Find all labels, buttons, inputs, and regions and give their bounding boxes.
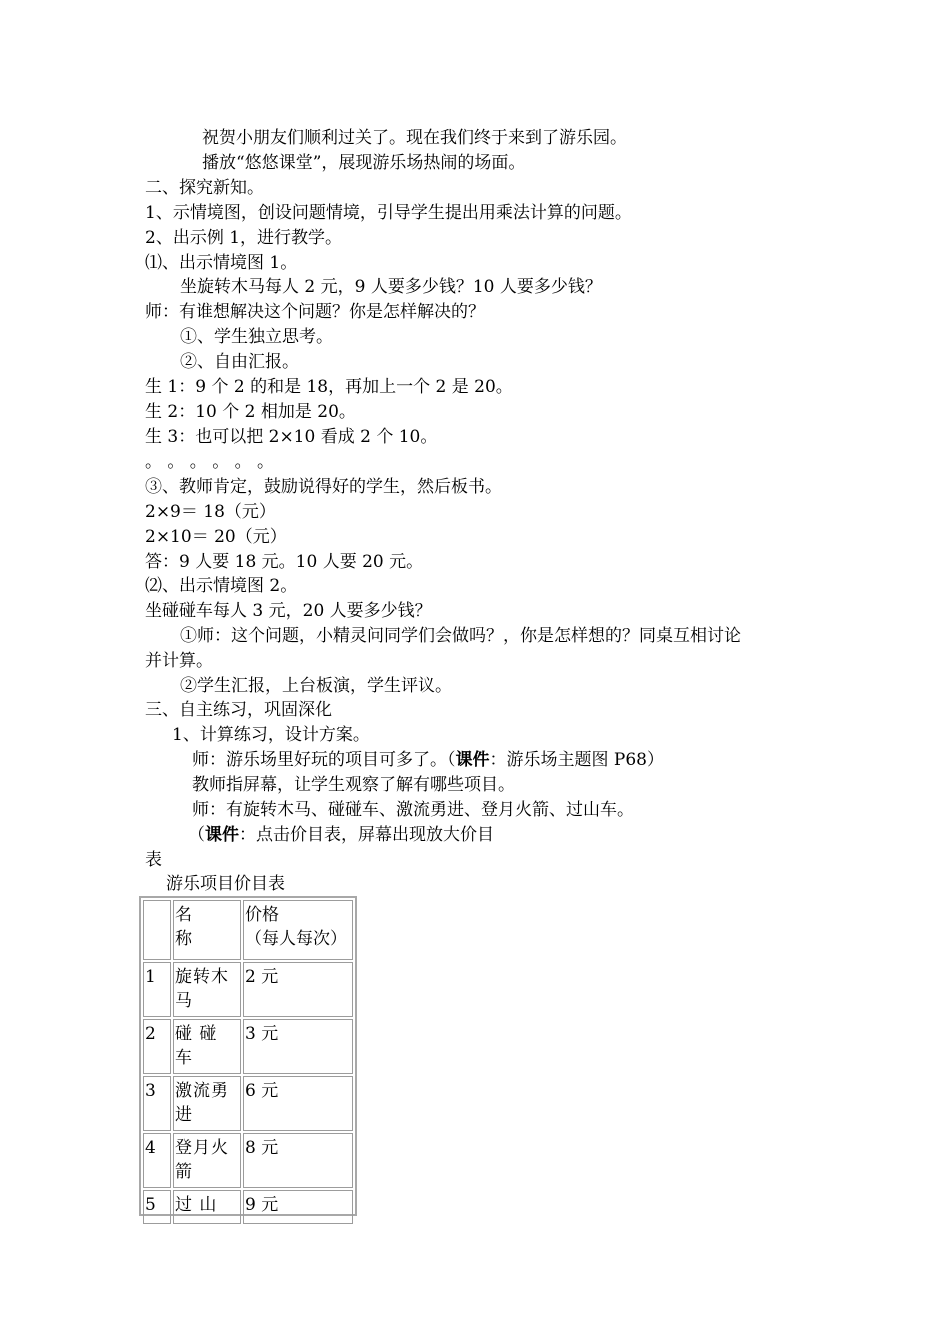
text-line: ⑵、出示情境图 2。 bbox=[145, 576, 298, 596]
text-line: 播放“悠悠课堂”，展现游乐场热闹的场面。 bbox=[202, 153, 526, 173]
text-line: 1、计算练习，设计方案。 bbox=[172, 725, 370, 745]
text-line: 教师指屏幕，让学生观察了解有哪些项目。 bbox=[192, 775, 515, 795]
table-row bbox=[143, 1133, 353, 1188]
row-price-cell: 3 元 bbox=[243, 1019, 353, 1074]
row-name-cell bbox=[173, 962, 241, 1017]
price-table-grid bbox=[141, 898, 355, 1226]
cell-text: 车 bbox=[175, 1048, 193, 1068]
section-heading: 三、自主练习，巩固深化 bbox=[145, 700, 332, 720]
text-line: ⑴、出示情境图 1。 bbox=[145, 253, 298, 273]
row-name-cell bbox=[173, 1133, 241, 1188]
text-line: ①师：这个问题，小精灵问同学们会做吗？，你是怎样想的？同桌互相讨论 bbox=[180, 626, 741, 646]
cell-text: 价格 bbox=[245, 905, 279, 925]
text-line: 坐旋转木马每人 2 元，9 人要多少钱？10 人要多少钱？ bbox=[180, 277, 602, 297]
courseware-label: 课件 bbox=[455, 750, 490, 770]
row-no-cell: 2 bbox=[143, 1019, 171, 1074]
text-span: 师：游乐场里好玩的项目可多了。（ bbox=[192, 750, 456, 770]
cell-text: 名 bbox=[175, 905, 193, 925]
row-name-cell bbox=[173, 1019, 241, 1074]
text-line: 1、示情境图，创设问题情境，引导学生提出用乘法计算的问题。 bbox=[145, 203, 632, 223]
cell-text: 箭 bbox=[175, 1162, 193, 1182]
row-price-cell: 2 元 bbox=[243, 962, 353, 1017]
text-line: 生 3：也可以把 2×10 看成 2 个 10。 bbox=[145, 427, 438, 447]
table-row bbox=[143, 1076, 353, 1131]
text-span: ：游乐场主题图 P68） bbox=[489, 750, 664, 770]
text-line: 表 bbox=[145, 850, 162, 870]
row-price-cell: 8 元 bbox=[243, 1133, 353, 1188]
header-price-cell bbox=[243, 900, 353, 960]
cell-text: （每人每次） bbox=[245, 929, 347, 949]
cell-text: 登月火 bbox=[175, 1138, 229, 1158]
cell-text: 过 山 bbox=[175, 1195, 218, 1215]
text-line: ①、学生独立思考。 bbox=[180, 327, 333, 347]
table-row bbox=[143, 1019, 353, 1074]
text-line: 生 2：10 个 2 相加是 20。 bbox=[145, 402, 356, 422]
text-line: ②学生汇报，上台板演，学生评议。 bbox=[180, 676, 452, 696]
table-row bbox=[143, 962, 353, 1017]
table-row bbox=[143, 1190, 353, 1224]
row-no-cell: 3 bbox=[143, 1076, 171, 1131]
equation-line: 2×10＝ 20（元） bbox=[145, 527, 287, 547]
cell-text: 称 bbox=[175, 929, 193, 949]
answer-line: 答：9 人要 18 元。10 人要 20 元。 bbox=[145, 552, 424, 572]
row-name-cell bbox=[173, 1076, 241, 1131]
text-line bbox=[188, 823, 494, 847]
text-line: 坐碰碰车每人 3 元，20 人要多少钱？ bbox=[145, 601, 432, 621]
header-no-cell bbox=[143, 900, 171, 960]
cell-text: 激流勇 bbox=[175, 1081, 229, 1101]
equation-line: 2×9＝ 18（元） bbox=[145, 502, 276, 522]
text-line: ②、自由汇报。 bbox=[180, 352, 299, 372]
table-caption: 游乐项目价目表 bbox=[166, 874, 285, 894]
text-span: ：点击价目表，屏幕出现放大价目 bbox=[239, 825, 494, 845]
row-no-cell: 5 bbox=[143, 1190, 171, 1224]
price-table bbox=[139, 896, 357, 1216]
text-line: 师：有旋转木马、碰碰车、激流勇进、登月火箭、过山车。 bbox=[192, 800, 634, 820]
cell-text: 旋转木 bbox=[175, 967, 229, 987]
text-line: 祝贺小朋友们顺利过关了。现在我们终于来到了游乐园。 bbox=[202, 128, 627, 148]
header-name-cell bbox=[173, 900, 241, 960]
ellipsis-line: 。 。 。 。 。 。 bbox=[145, 452, 275, 472]
text-line: 师：有谁想解决这个问题？你是怎样解决的？ bbox=[145, 302, 485, 322]
text-line: 生 1：9 个 2 的和是 18，再加上一个 2 是 20。 bbox=[145, 377, 513, 397]
text-line: 2、出示例 1，进行教学。 bbox=[145, 228, 343, 248]
text-line bbox=[192, 748, 664, 772]
text-line: ③、教师肯定，鼓励说得好的学生，然后板书。 bbox=[145, 477, 502, 497]
cell-text: 碰 碰 bbox=[175, 1024, 218, 1044]
courseware-label: 课件 bbox=[205, 825, 239, 845]
section-heading: 二、探究新知。 bbox=[145, 178, 264, 198]
row-no-cell: 4 bbox=[143, 1133, 171, 1188]
text-span: （ bbox=[188, 825, 205, 845]
cell-text: 进 bbox=[175, 1105, 193, 1125]
row-name-cell bbox=[173, 1190, 241, 1224]
row-price-cell: 6 元 bbox=[243, 1076, 353, 1131]
table-header-row bbox=[143, 900, 353, 960]
row-price-cell: 9 元 bbox=[243, 1190, 353, 1224]
text-line: 并计算。 bbox=[145, 651, 213, 671]
cell-text: 马 bbox=[175, 991, 193, 1011]
row-no-cell: 1 bbox=[143, 962, 171, 1017]
